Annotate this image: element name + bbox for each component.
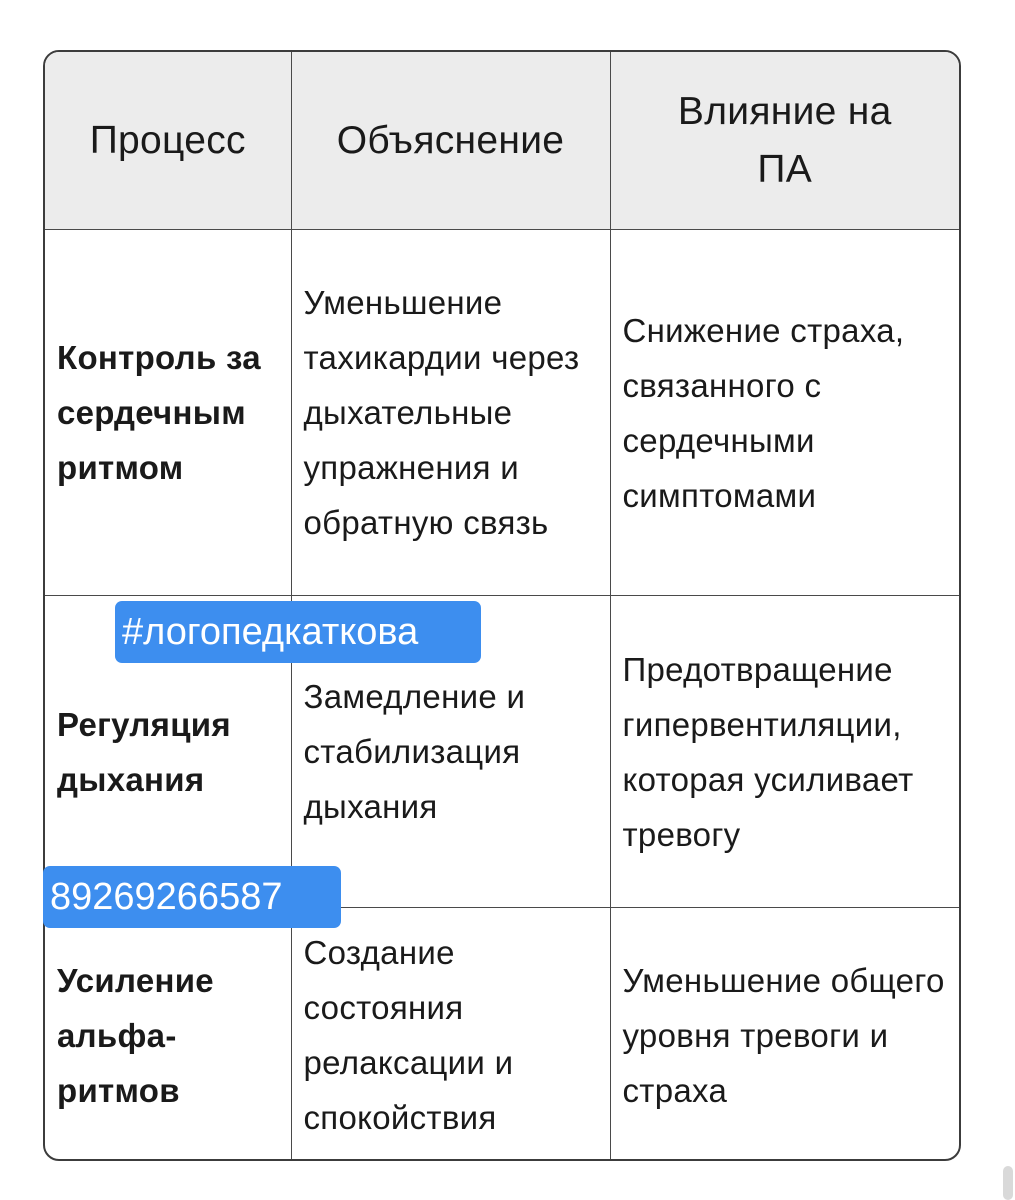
row-effect: Уменьшение общего уровня тревоги и страха	[610, 908, 959, 1162]
row-explanation: Замедление и стабилизация дыхания	[291, 596, 610, 908]
phone-overlay[interactable]: 89269266587	[43, 866, 341, 928]
row-explanation: Уменьшение тахикардии через дыхательные упражнения и обратную связь	[291, 230, 610, 596]
row-process: Регуляция дыхания	[45, 596, 291, 908]
header-process: Процесс	[45, 52, 291, 230]
scrollbar-thumb[interactable]	[1003, 1166, 1013, 1200]
hashtag-overlay[interactable]: #логопедкаткова	[115, 601, 481, 663]
table-header-row	[45, 52, 959, 230]
table-row	[45, 230, 959, 596]
table-row	[45, 908, 959, 1162]
header-explanation: Объяснение	[291, 52, 610, 230]
row-effect: Предотвращение гипервентиляции, которая усиливает тревогу	[610, 596, 959, 908]
row-process: Усиление альфа-ритмов	[45, 908, 291, 1162]
row-explanation: Создание состояния релаксации и спокойствия	[291, 908, 610, 1162]
row-effect: Снижение страха, связанного с сердечными симптомами	[610, 230, 959, 596]
row-process: Контроль за сердечным ритмом	[45, 230, 291, 596]
header-effect: Влияние на ПА	[610, 52, 959, 230]
